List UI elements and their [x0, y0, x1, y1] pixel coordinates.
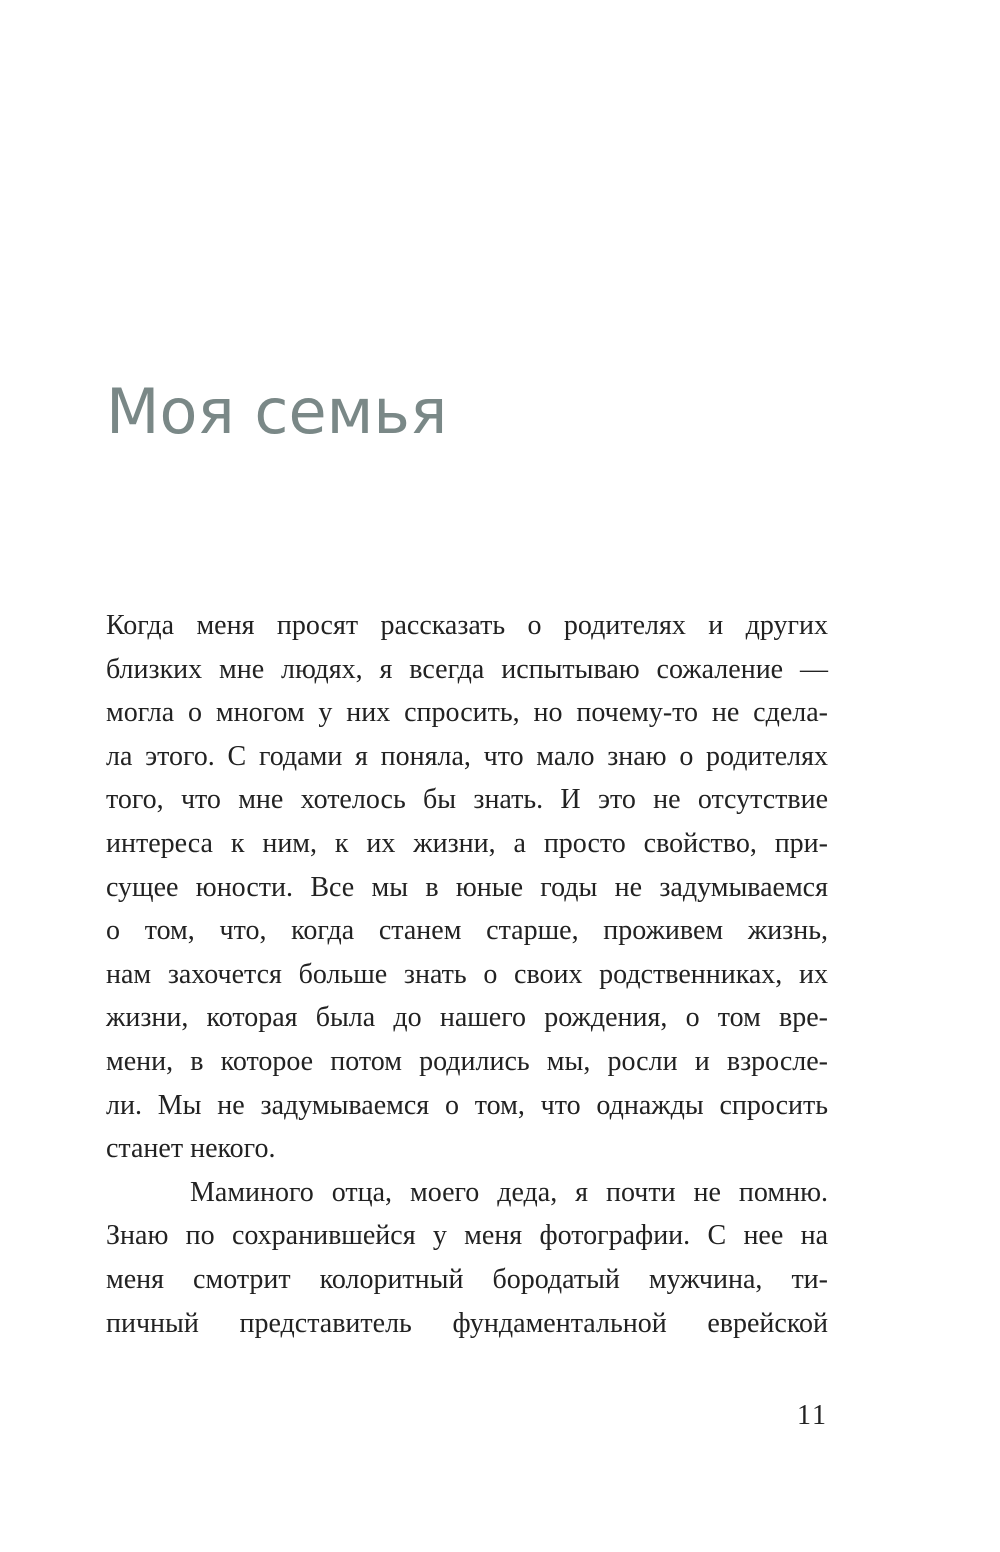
text-line: жизни, которая была до нашего рождения, о том вре- — [106, 1002, 828, 1034]
paragraph-end-line: станет некого. — [106, 1133, 276, 1165]
text-line: Когда меня просят рассказать о родителях и других — [106, 610, 828, 641]
page-number: 11 — [797, 1400, 828, 1431]
text-line: пичный представитель фундаментальной еврейской — [106, 1307, 828, 1339]
text-line: Знаю по сохранившейся у меня фотографии. С нее на — [106, 1220, 828, 1252]
paragraph-first-line: Маминого отца, моего деда, я почти не помню. — [190, 1176, 828, 1208]
text-line: меня смотрит колоритный бородатый мужчина, ти- — [106, 1263, 828, 1295]
text-line: близких мне людях, я всегда испытываю сожаление — — [106, 653, 828, 685]
text-line: могла о многом у них спросить, но почему-то не сдела- — [106, 697, 828, 729]
text-line: ла этого. С годами я поняла, что мало знаю о родителях — [106, 740, 828, 772]
text-line: о том, что, когда станем старше, проживем жизнь, — [106, 915, 828, 947]
text-line: того, что мне хотелось бы знать. И это не отсутствие — [106, 784, 828, 816]
text-line: нам захочется больше знать о своих родственниках, их — [106, 958, 828, 990]
text-line: интереса к ним, к их жизни, а просто свойство, при- — [106, 827, 828, 859]
text-line: сущее юности. Все мы в юные годы не задумываемся — [106, 871, 828, 903]
body-text — [106, 604, 828, 1345]
text-line: ли. Мы не задумываемся о том, что однажды спросить — [106, 1089, 828, 1121]
chapter-title: Моя семья — [106, 375, 448, 448]
text-line: мени, в которое потом родились мы, росли и взросле- — [106, 1045, 828, 1077]
